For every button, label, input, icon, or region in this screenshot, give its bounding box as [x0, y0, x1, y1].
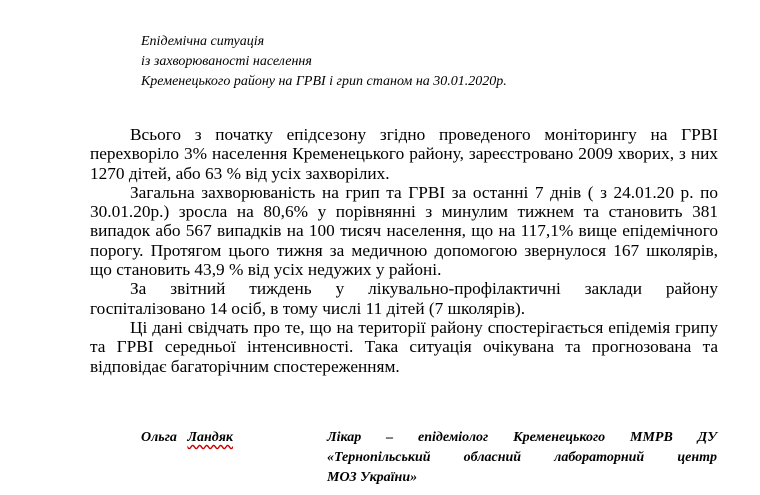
- signatory-name: [141, 428, 233, 448]
- paragraph-1: Всього з початку епідсезону згідно проведеного моніторингу на ГРВІ перехворіло 3% населення Кременецького району, зареєстровано 2009 хворих, з них 1270 дітей, або 63 % від усіх захворілих.: [90, 125, 718, 183]
- paragraph-2: Загальна захворюваність на грип та ГРВІ за останні 7 днів ( з 24.01.20 р. по 30.01.20р.) зросла на 80,6% у порівнянні з минулим тижнем та становить 381 випадок або 567 випадків на 100 тисяч населення, що на 117,1% вище епідемічного порогу. Протягом цього тижня за медичною допомогою звернулося 167 школярів, що становить 43,9 % від усіх недужих у районі.: [90, 182, 718, 280]
- signatory-title: [327, 428, 717, 488]
- heading-line-1: Епідемічна ситуація: [141, 34, 265, 49]
- title-line-1: Лікар – епідеміолог Кременецького ММРВ ДУ: [327, 430, 717, 445]
- heading-line-3: Кременецького району на ГРВІ і грип станом на 30.01.2020р.: [141, 74, 507, 89]
- paragraph-3: За звітний тиждень у лікувально-профілактичні заклади району госпіталізовано 14 осіб, в тому числі 11 дітей (7 школярів).: [90, 279, 718, 318]
- title-line-3: МОЗ України»: [327, 470, 418, 485]
- signatory-surname: Ландяк: [187, 430, 234, 445]
- signatory-first-name: Ольга: [141, 430, 177, 445]
- title-line-2: «Тернопільський обласний лабораторний центр: [327, 450, 717, 465]
- document-heading: [141, 32, 507, 92]
- document-body: [90, 125, 718, 376]
- paragraph-4: Ці дані свідчать про те, що на території району спостерігається епідемія грипу та ГРВІ середньої інтенсивності. Така ситуація очікувана та прогнозована та відповідає багаторічним спостереженням.: [90, 317, 718, 376]
- heading-line-2: із захворюваності населення: [141, 54, 312, 69]
